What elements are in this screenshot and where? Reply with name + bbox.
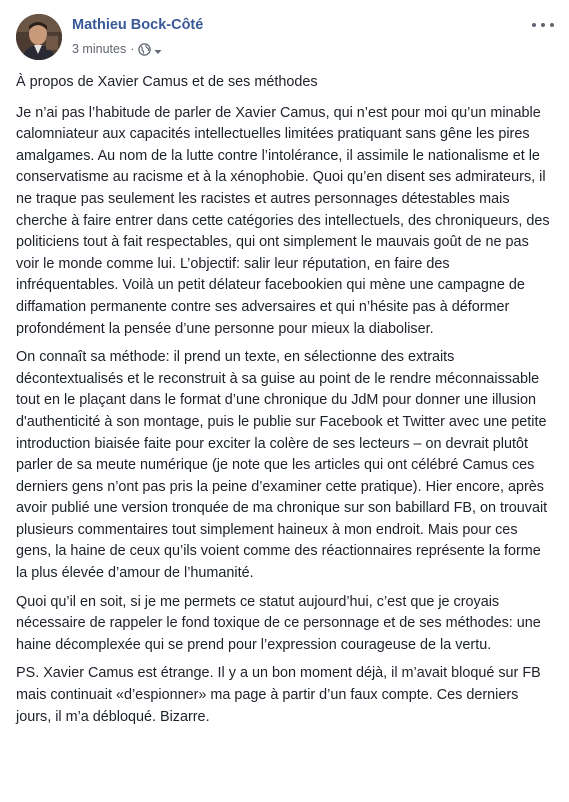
post-timestamp[interactable]: 3 minutes bbox=[72, 42, 127, 56]
avatar[interactable] bbox=[16, 14, 62, 60]
meta-separator: · bbox=[130, 42, 135, 56]
post-paragraph: PS. Xavier Camus est étrange. Il y a un bon moment déjà, il m’avait bloqué sur FB mais continuait «d’espionner» ma page à partir d’un faux compte. Ces derniers jours, il m’a débloqué. Bizarre. bbox=[16, 665, 541, 725]
post-paragraph: Je n’ai pas l’habitude de parler de Xavier Camus, qui n’est pour moi qu’un minable calomniateur aux capacités intellectuelles limitées pratiquant sans gêne les pires amalgames. Au nom de la lutte contre l’intolérance, il assimile le nationalisme et le conservatisme au racisme et à la xénophobie. Quoi qu’en disent ses admirateurs, il ne traque pas seulement les racistes et autres personnages détestables mais cherche à faire entrer dans cette catégories des intellectuels, des chroniqueurs, des politiciens tout à fait respectables, qui ont simplement le mauvais goût de ne pas voir le monde comme lui. L’objectif: salir leur réputation, en faire des infréquentables. Voilà un petit délateur facebookien qui mène une campagne de diffamation permanente contre ses adversaires et qui n’hésite pas à déformer profondément la pensée d’une personne pour mieux la diaboliser. bbox=[16, 104, 550, 337]
globe-icon[interactable] bbox=[138, 43, 151, 56]
post-header bbox=[16, 14, 556, 62]
post-paragraph: Quoi qu’il en soit, si je me permets ce statut aujourd’hui, c’est que je croyais nécessaire de rappeler le fond toxique de ce personnage et de ses méthodes: une haine décomplexée qui se prend pour l’expression courageuse de la vertu. bbox=[16, 593, 541, 653]
avatar-image bbox=[16, 14, 62, 60]
post-paragraph: On connaît sa méthode: il prend un texte, en sélectionne des extraits décontextualisés et le reconstruit à sa guise au point de le rendre méconnaissable tout en le plaçant dans le format d’une chronique du JdM pour donner une illusion d'authenticité à son montage, puis le publie sur Facebook et Twitter avec une petite introduction biaisée faite pour exciter la colère de ses lecteurs – on devrait plutôt parler de sa meute numérique (je note que les articles qui ont célébré Camus ces derniers gens n’ont pas pris la peine d’examiner cette pratique). Hier encore, après avoir publié une version tronquée de ma chronique sur son babillard FB, on trouvait plusieurs commentaires tout simplement haineux à mon endroit. Mais pour ces gens, la haine de ceux qu’ils voient comme des réactionnaires représente la forme la plus élevée d’amour de l’humanité. bbox=[16, 349, 548, 582]
caret-down-icon[interactable] bbox=[154, 45, 162, 53]
author-name[interactable]: Mathieu Bock-Côté bbox=[72, 17, 204, 33]
more-dots-icon[interactable] bbox=[532, 18, 554, 32]
post-title: À propos de Xavier Camus et de ses méthodes bbox=[16, 74, 318, 90]
post-body bbox=[16, 72, 554, 735]
post-meta bbox=[72, 40, 162, 58]
